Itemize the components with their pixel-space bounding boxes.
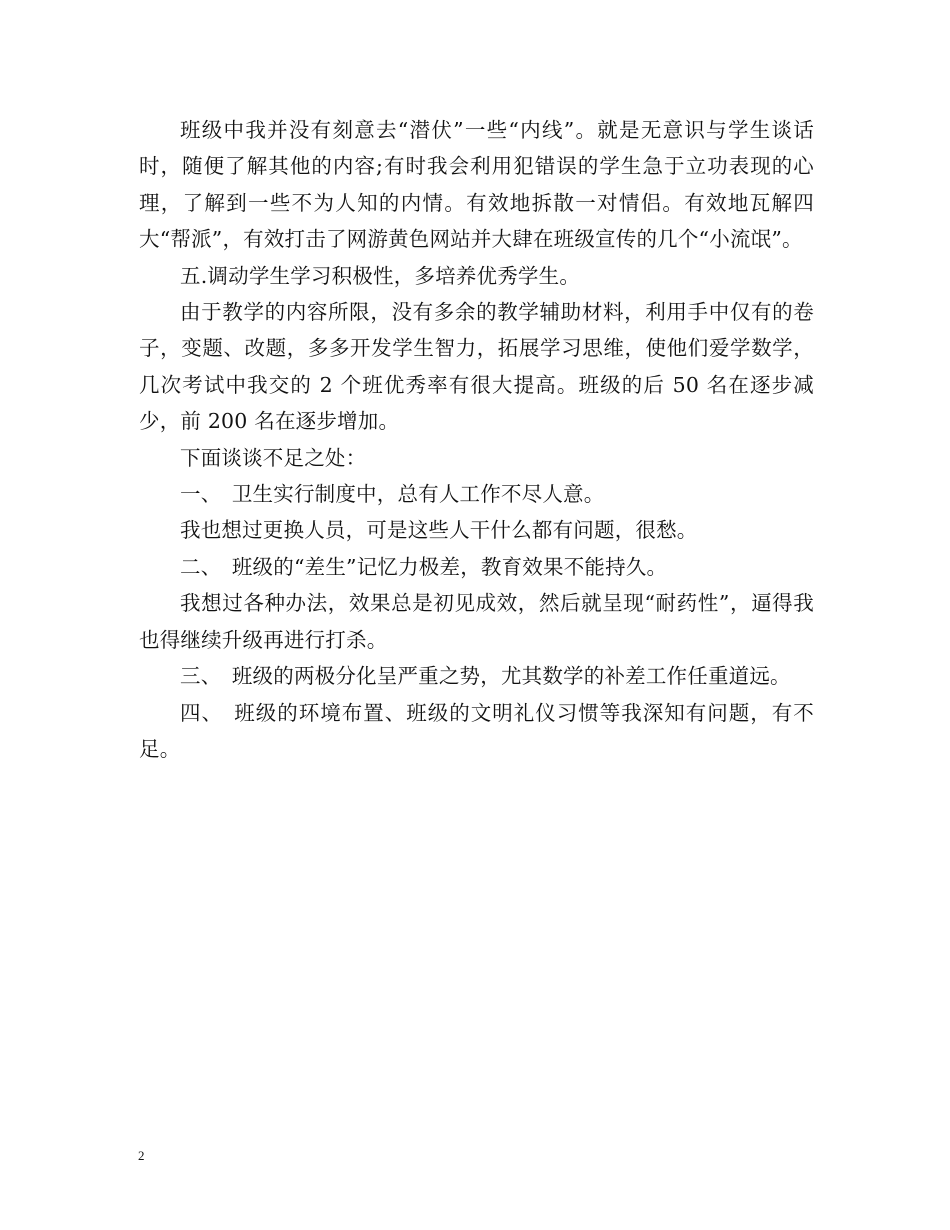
shortcoming-two: 二、 班级的“差生”记忆力极差，教育效果不能持久。: [180, 554, 668, 579]
shortcomings-heading: 下面谈谈不足之处：: [180, 445, 367, 470]
shortcoming-three: 三、 班级的两极分化呈严重之势，尤其数学的补差工作任重道远。: [180, 664, 791, 689]
shortcoming-one: 一、 卫生实行制度中，总有人工作不尽人意。: [180, 482, 605, 507]
document-body: [139, 112, 814, 767]
shortcoming-four: 四、 班级的环境布置、班级的文明礼仪习惯等我深知有问题，有不足。: [139, 700, 814, 761]
paragraph-teaching: 由于教学的内容所限，没有多余的教学辅助材料，利用手中仅有的卷子，变题、改题，多多开发学生智力，拓展学习思维，使他们爱学数学，几次考试中我交的 2 个班优秀率有很大提高。班级的后 50 名在逐步减少，前 200 名在逐步增加。: [139, 300, 814, 434]
page-number: 2: [138, 1148, 145, 1163]
shortcoming-one-detail: 我也想过更换人员，可是这些人干什么都有问题，很愁。: [180, 518, 698, 543]
section-heading-five: 五.调动学生学习积极性，多培养优秀学生。: [180, 263, 581, 288]
paragraph-informants: 班级中我并没有刻意去“潜伏”一些“内线”。就是无意识与学生谈话时，随便了解其他的内容;有时我会利用犯错误的学生急于立功表现的心理，了解到一些不为人知的内情。有效地拆散一对情侣。有效地瓦解四大“帮派”，有效打击了网游黄色网站并大肆在班级宣传的几个“小流氓”。: [139, 118, 814, 252]
shortcoming-two-detail: 我想过各种办法，效果总是初见成效，然后就呈现“耐药性”，逼得我也得继续升级再进行打杀。: [139, 591, 814, 652]
